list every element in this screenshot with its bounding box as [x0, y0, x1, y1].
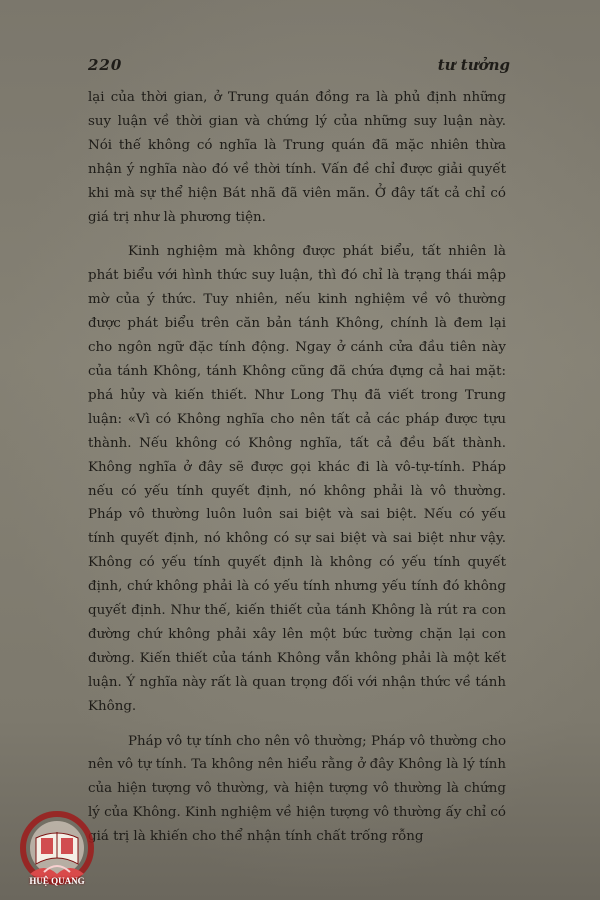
publisher-logo-caption: HUỆ QUANG	[29, 876, 85, 886]
paragraph-continuation: lại của thời gian, ở Trung quán đồng ra là phủ định những suy luận về thời gian và chứng lý của những suy luận này. Nói thế không có nghĩa là Trung quán đã mặc nhiên thừa nhận ý nghĩa nào đó về thời tính. Vấn đề chỉ được giải quyết khi mà sự thể hiện Bát nhã đã viên mãn. Ở đây tất cả chỉ có giá trị như là phương tiện.	[88, 90, 506, 225]
page-header	[88, 56, 510, 80]
paragraph: Kinh nghiệm mà không được phát biểu, tất nhiên là phát biểu với hình thức suy luận, thì đó chỉ là trạng thái mập mờ của ý thức. Tuy nhiên, nếu kinh nghiệm về vô thường được phát biểu trên căn bản tánh Không, chính là đem lại cho ngôn ngữ đặc tính động. Ngay ở cánh cửa đầu tiên này của tánh Không, tánh Không cũng đã chứa đựng cả hai mặt: phá hủy và kiến thiết. Như Long Thụ đã viết trong Trung luận: «Vì có Không nghĩa cho nên tất cả các pháp được tựu thành. Nếu không có Không nghĩa, tất cả đều bất thành. Không nghĩa ở đây sẽ được gọi khác đi là vô-tự-tính. Pháp nếu có yếu tính quyết định, nó không phải là vô thường. Pháp vô thường luôn luôn sai biệt và sai biệt. Nếu có yếu tính quyết định, nó không có sự sai biệt và sai biệt như vậy. Không có yếu tính quyết định là không có yếu tính quyết định, chứ không phải là có yếu tính nhưng yếu tính đó không quyết định. Như thế, kiến thiết của tánh Không là rút ra con đường chứ không phải xây lên một bức tường chặn lại con đường. Kiến thiết của tánh Không vẫn không phải là một kết luận. Ý nghĩa này rất là quan trọng đối với nhận thức về tánh Không.	[88, 244, 506, 714]
body-text	[88, 86, 506, 849]
page-number: 220	[88, 56, 123, 74]
paragraph: Pháp vô tự tính cho nên vô thường; Pháp vô thường cho nên vô tự tính. Ta không nên hiểu rằng ở đây Không là lý tính của hiện tượng vô thường, và hiện tượng vô thường là chứng lý của Không. Kinh nghiệm về hiện tượng vô thường ấy chỉ có giá trị là khiến cho thể nhận tính chất trống rỗng	[88, 733, 506, 845]
running-head: tư tưởng	[437, 56, 510, 74]
publisher-logo	[14, 808, 100, 890]
